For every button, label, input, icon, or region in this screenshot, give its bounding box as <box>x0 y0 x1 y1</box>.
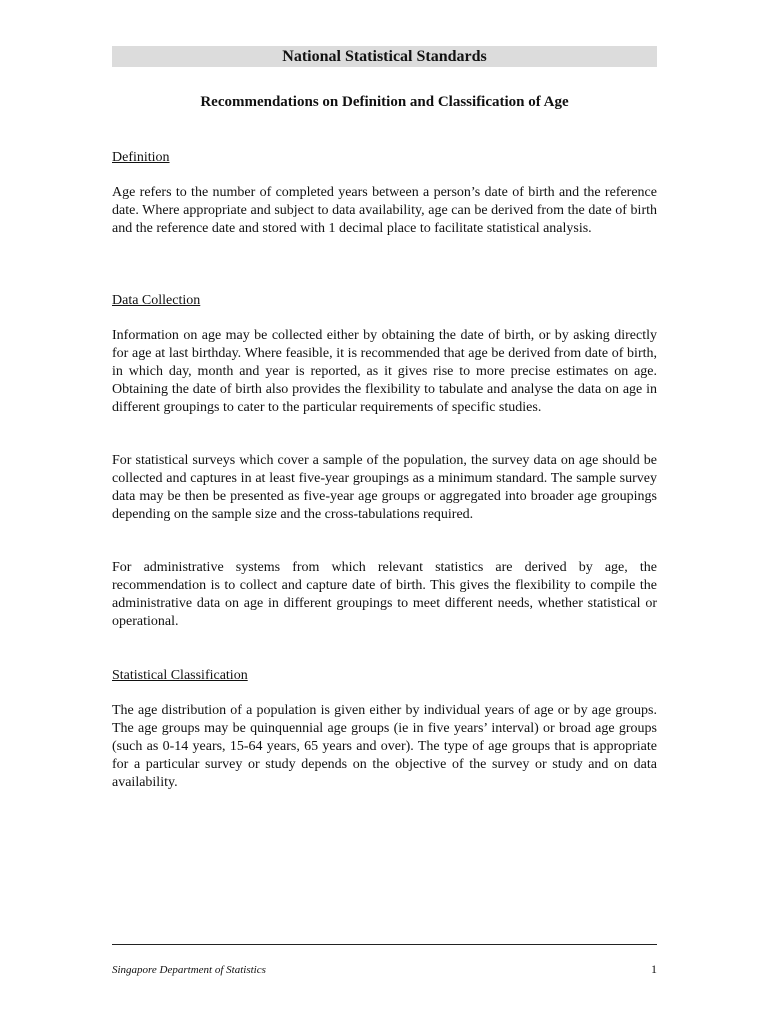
section-heading-data-collection: Data Collection <box>112 293 201 308</box>
paragraph-definition: Age refers to the number of completed years between a person’s date of birth and the reference date. Where appropriate and subject to data availability, age can be derived from the date of birth and the reference date and stored with 1 decimal place to facilitate statistical analysis. <box>112 185 657 236</box>
paragraph-data-collection-2: For statistical surveys which cover a sample of the population, the survey data on age should be collected and captures in at least five-year groupings as a minimum standard. The sample survey data may be then be presented as five-year age groups or aggregated into broader age groupings depending on the sample size and the cross-tabulations required. <box>112 453 657 522</box>
footer-organization: Singapore Department of Statistics <box>112 964 266 976</box>
paragraph-statistical-classification: The age distribution of a population is given either by individual years of age or by age groups. The age groups may be quinquennial age groups (ie in five years’ interval) or broad age groups (such as 0-14 years, 15-64 years, 65 years and over). The type of age groups that is appropriate for a particular survey or study depends on the objective of the survey or study and on data availability. <box>112 703 657 790</box>
section-heading-definition: Definition <box>112 150 170 165</box>
banner-title: National Statistical Standards <box>112 46 657 67</box>
section-heading-statistical-classification: Statistical Classification <box>112 668 248 683</box>
page-number: 1 <box>651 962 657 976</box>
paragraph-data-collection-3: For administrative systems from which relevant statistics are derived by age, the recommendation is to collect and capture date of birth. This gives the flexibility to compile the administrative data on age in different groupings to meet different needs, whether statistical or operational. <box>112 560 657 629</box>
footer-divider <box>112 944 657 945</box>
document-subtitle: Recommendations on Definition and Classification of Age <box>200 94 569 110</box>
paragraph-data-collection-1: Information on age may be collected either by obtaining the date of birth, or by asking directly for age at last birthday. Where feasible, it is recommended that age be derived from date of birth, in which day, month and year is reported, as it gives rise to more precise estimates on age. Obtaining the date of birth also provides the flexibility to tabulate and analyse the data on age in different groupings to cater to the particular requirements of specific studies. <box>112 328 657 415</box>
